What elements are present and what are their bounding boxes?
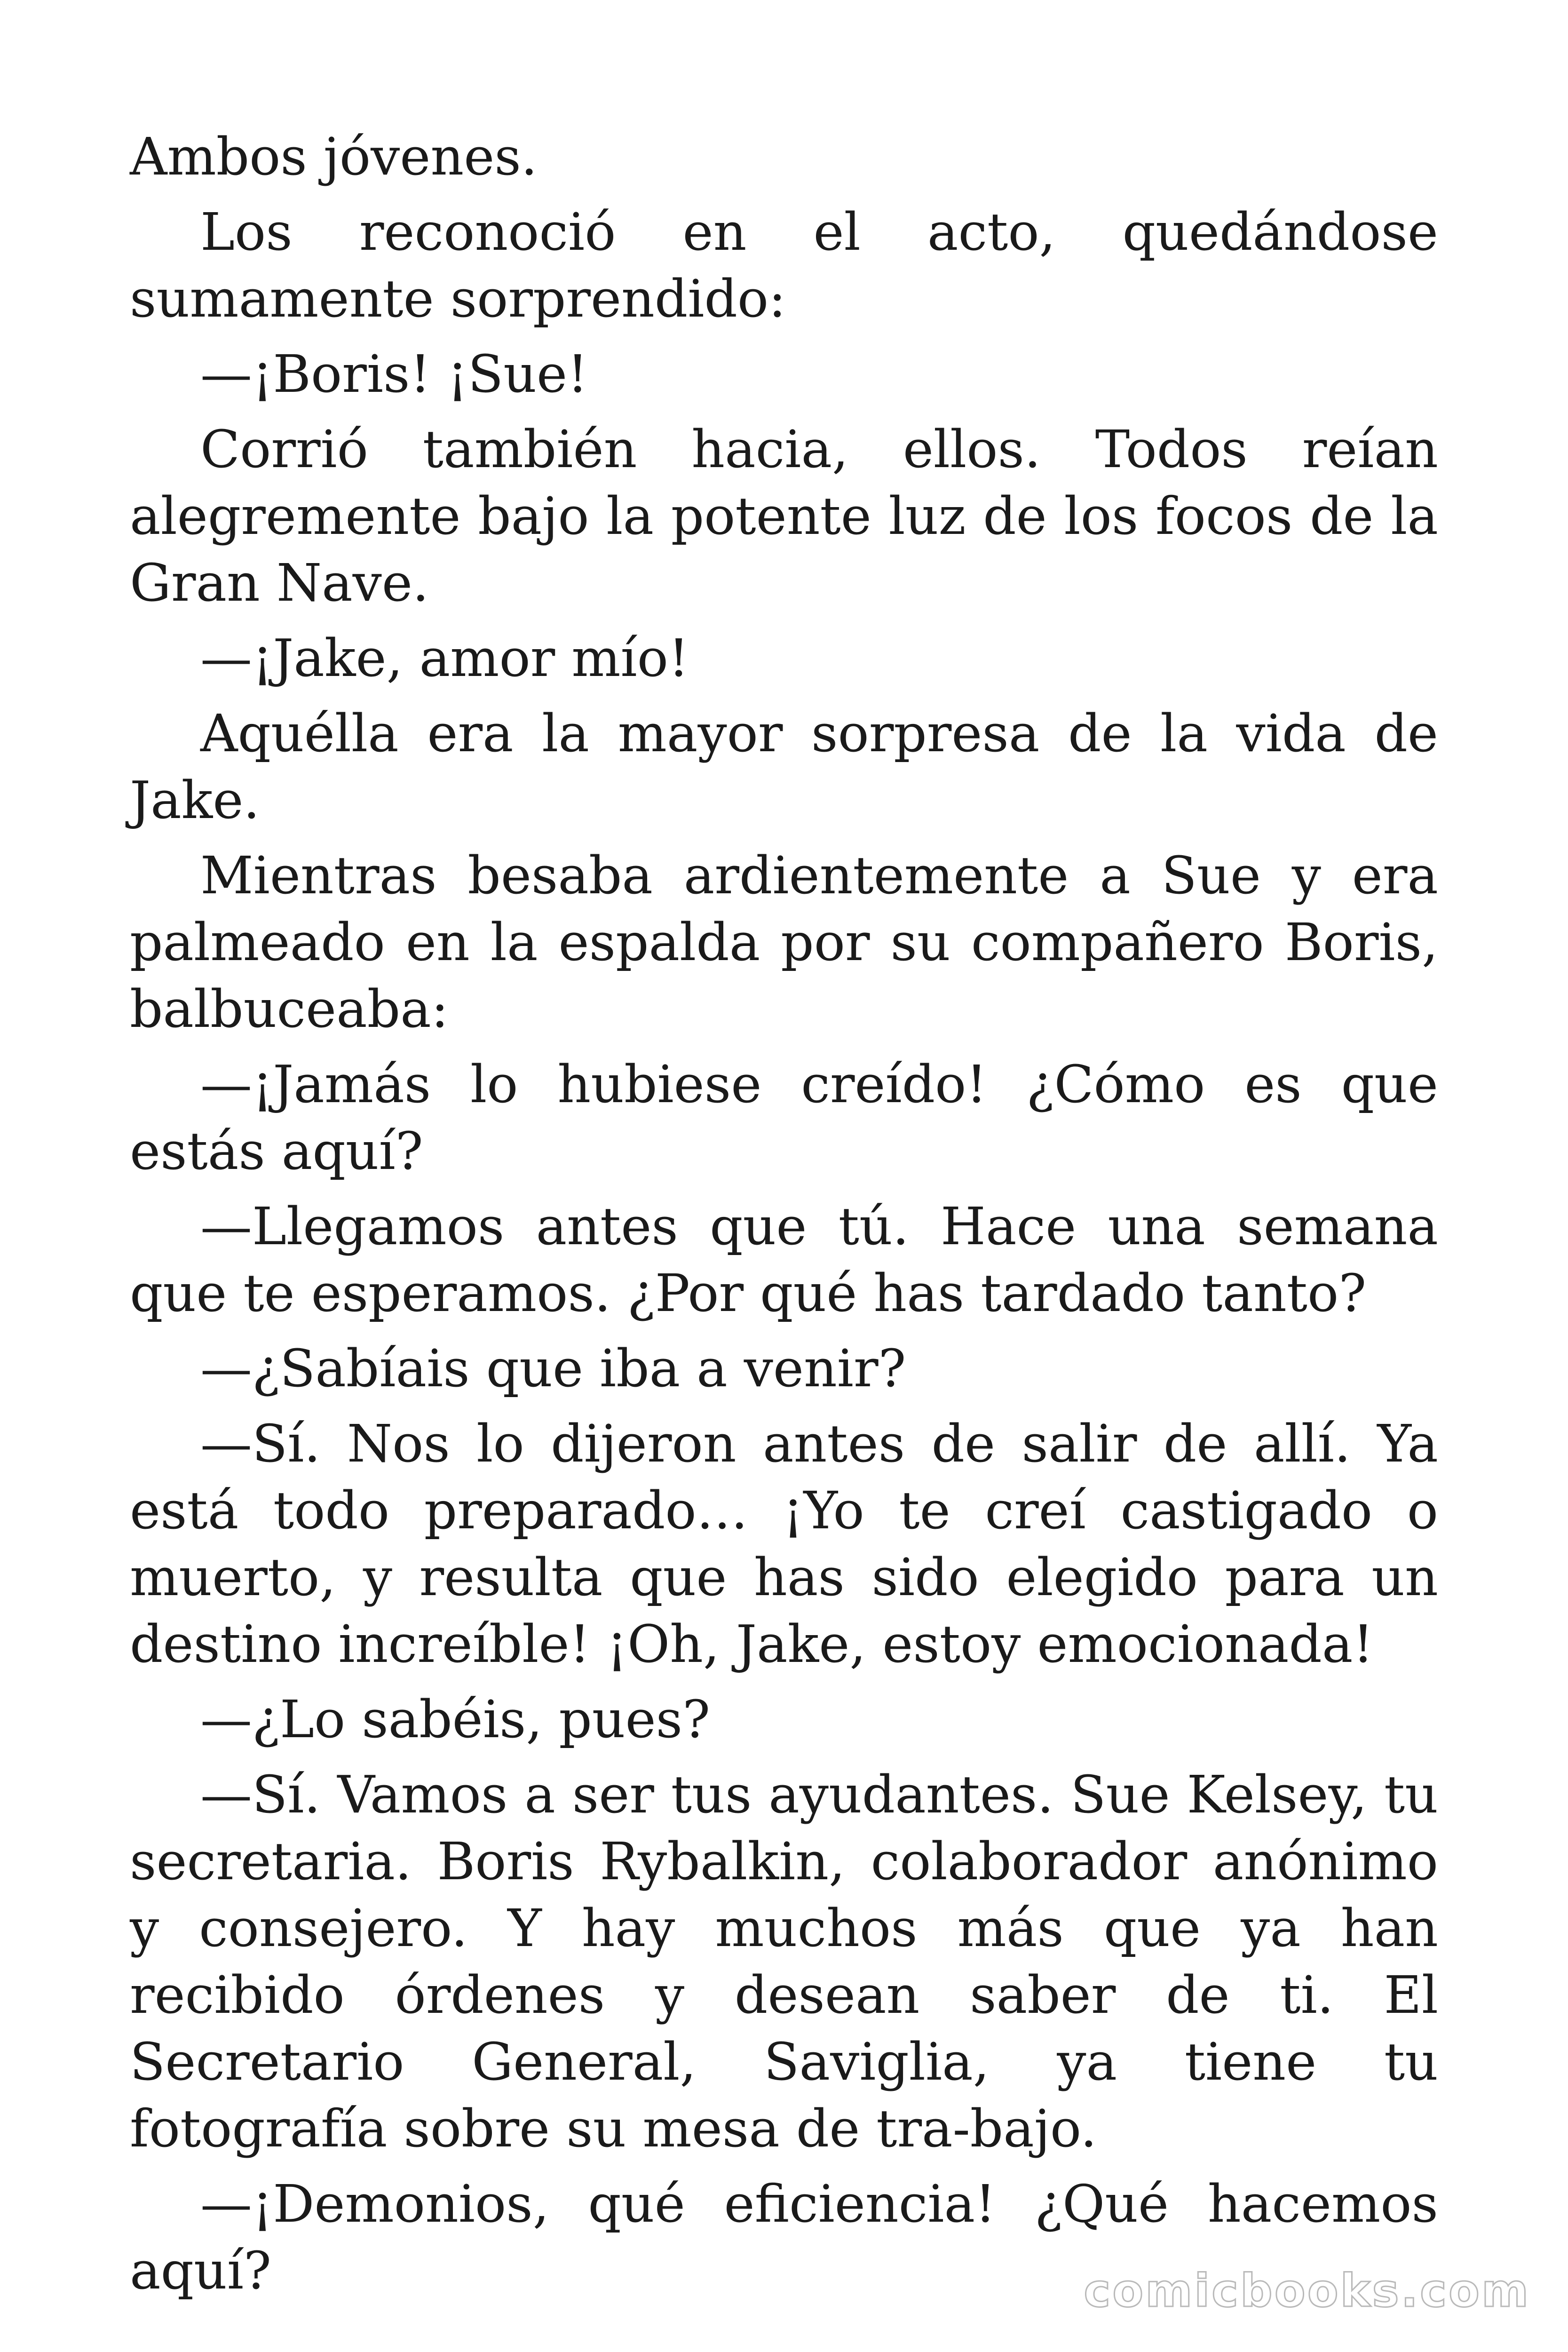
- paragraph: Mientras besaba ardientemente a Sue y era palmeado en la espalda por su compañero Boris, balbuceaba:: [130, 845, 1438, 1039]
- paragraph: —¿Sabíais que iba a venir?: [200, 1338, 906, 1398]
- paragraph: —¡Demonios, qué eficiencia! ¿Qué hacemos aquí?: [130, 2174, 1438, 2301]
- paragraph: —¡Jake, amor mío!: [200, 628, 689, 688]
- watermark: comicbooks.com: [1084, 2265, 1530, 2317]
- paragraph: —Sí. Nos lo dijeron antes de salir de allí. Ya está todo preparado… ¡Yo te creí castigado o muerto, y resulta que has sido elegido para un destino increíble! ¡Oh, Jake, estoy emocionada!: [130, 1414, 1438, 1674]
- paragraph: —¡Jamás lo hubiese creído! ¿Cómo es que estás aquí?: [130, 1054, 1438, 1181]
- paragraph: —¡Boris! ¡Sue!: [200, 344, 588, 404]
- paragraph: Los reconoció en el acto, quedándose sumamente sorprendido:: [130, 202, 1438, 329]
- paragraph: Ambos jóvenes.: [130, 127, 538, 187]
- paragraph: Aquélla era la mayor sorpresa de la vida de Jake.: [130, 703, 1438, 830]
- paragraph: —Llegamos antes que tú. Hace una semana que te esperamos. ¿Por qué has tardado tanto?: [130, 1196, 1438, 1323]
- paragraph: Corrió también hacia, ellos. Todos reían alegremente bajo la potente luz de los focos de la Gran Nave.: [130, 419, 1438, 613]
- paragraph: —Sí. Vamos a ser tus ayudantes. Sue Kelsey, tu secretaria. Boris Rybalkin, colaborador anónimo y consejero. Y hay muchos más que ya han recibido órdenes y desean saber de ti. El Secretario General, Saviglia, ya tiene tu fotografía sobre su mesa de tra-bajo.: [130, 1764, 1438, 2159]
- page-body: [130, 123, 1438, 2312]
- paragraph: —¿Lo sabéis, pues?: [200, 1689, 711, 1749]
